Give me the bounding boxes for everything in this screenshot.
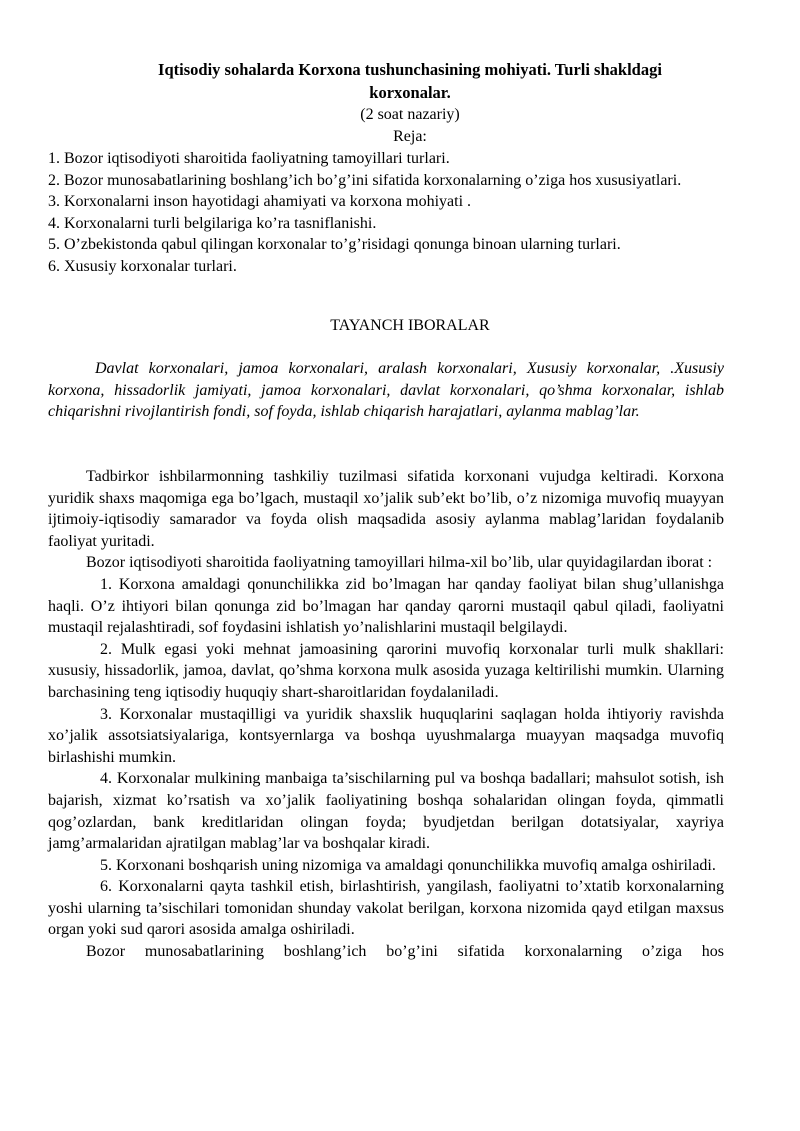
item-text: Korxona amaldagi qonunchilikka zid bo’lmagan har qanday faoliyat bilan shug’ullanishga haqli. O’z ihtiyori bilan qonunga zid bo’lmagan har qanday qarorni mustaqil qabul qiladi, faoliyatni mustaqil rejalashtiradi, sof foydasini ishlatish yo’nalishlarini mustaqil belgilaydi. [48,575,724,637]
plan-list [48,148,738,278]
item-text: Korxonalar mustaqilligi va yuridik shaxslik huquqlarini saqlagan holda ihtiyoriy ravishda xo’jalik assotsiatsiyalariga, kontsyernlarga va boshqa uyushmalarga muayyan maqsadga muvofiq birlashishi mumkin. [48,705,725,766]
document-title [60,58,760,104]
numbered-item [48,574,724,639]
plan-item: 4. Korxonalarni turli belgilariga ko’ra tasniflanishi. [48,214,377,232]
title-line-1: Iqtisodiy sohalarda Korxona tushunchasining mohiyati. Turli shakldagi [158,60,662,79]
plan-item: 2. Bozor munosabatlarining boshlang’ich bo’g’ini sifatida korxonalarning o’ziga hos xususiyatlari. [48,171,682,189]
title-line-2: korxonalar. [369,83,451,102]
item-number: 6. [100,878,112,896]
item-number: 5. [100,856,112,874]
numbered-item [48,639,724,704]
item-text: Mulk egasi yoki mehnat jamoasining qarorini muvofiq korxonalar turli mulk shakllari: xususiy, hissadorlik, jamoa, davlat, qo’shma korxona mulk asosida yuzaga keltirilishi mumkin. Ularning barchasining teng iqtisodiy huquqiy shart-sharoitlaridan foydalaniladi. [48,640,725,701]
item-number: 2. [100,640,112,658]
plan-item: 6. Xususiy korxonalar turlari. [48,257,237,275]
main-body [48,466,724,963]
numbered-item [48,768,724,854]
keywords-heading: TAYANCH IBORALAR [330,317,490,334]
item-number: 4. [100,770,112,788]
item-number: 1. [100,575,112,593]
item-text: Korxonalarni qayta tashkil etish, birlashtirish, yangilash, faoliyatni to’xtatib korxonalarning yoshi ularning ta’sischilari tomonidan shunday vakolat berilgan, korxona nizomida qayd etilgan maxsus organ yoki sud qarori asosida amalga oshiriladi. [48,878,725,939]
paragraph-principles: Bozor iqtisodiyoti sharoitida faoliyatning tamoyillari hilma-xil bo’lib, ular quyidagilardan iborat : [86,554,713,572]
subtitle: (2 soat nazariy) [360,106,460,123]
numbered-item [48,855,724,877]
numbered-item [48,876,724,941]
numbered-item [48,704,724,769]
plan-item: 1. Bozor iqtisodiyoti sharoitida faoliyatning tamoyillari turlari. [48,150,450,167]
paragraph-last: Bozor munosabatlarining boshlang’ich bo’g’ini sifatida korxonalarning o’ziga hos [86,943,724,961]
item-text: Korxonalar mulkining manbaiga ta’sischilarning pul va boshqa badallari; mahsulot sotish, ish bajarish, xizmat ko’rsatish va xo’jalik faoliyatining boshqa sohalaridan olingan foyda, qimmatli qog’ozlardan, bank kreditlaridan olingan foyda; byudjetdan berilgan dotatsiyalar, xayriya jamg’armalaridan ajratilgan mablag’lar va boshqalar kiradi. [48,770,725,853]
keywords-paragraph: Davlat korxonalari, jamoa korxonalari, aralash korxonalari, Xususiy korxonalar, .Xususiy korxona, hissadorlik jamiyati, jamoa korxonalari, davlat korxonalari, qo’shma korxonalar, ishlab chiqarishni rivojlantirish fondi, sof foyda, ishlab chiqarish harajatlari, aylanma mablag’lar. [48,360,724,421]
plan-item: 5. O’zbekistonda qabul qilingan korxonalar to’g’risidagi qonunga binoan ularning turlari. [48,236,621,254]
paragraph-intro: Tadbirkor ishbilarmonning tashkiliy tuzilmasi sifatida korxonani vujudga keltiradi. Korxona yuridik shaxs maqomiga ega bo’lgach, mustaqil xo’jalik sub’ekt bo’lib, o’z nizomiga muvofiq muayyan ijtimoiy-iqtisodiy samarador va foyda olish maqsadida asosiy aylanma mablag’laridan foydalanib faoliyat yuritadi. [48,468,724,550]
plan-heading: Reja: [393,128,427,145]
plan-item: 3. Korxonalarni inson hayotidagi ahamiyati va korxona mohiyati . [48,193,472,211]
item-number: 3. [100,705,112,723]
item-text: Korxonani boshqarish uning nizomiga va amaldagi qonunchilikka muvofiq amalga oshiriladi. [116,856,716,874]
